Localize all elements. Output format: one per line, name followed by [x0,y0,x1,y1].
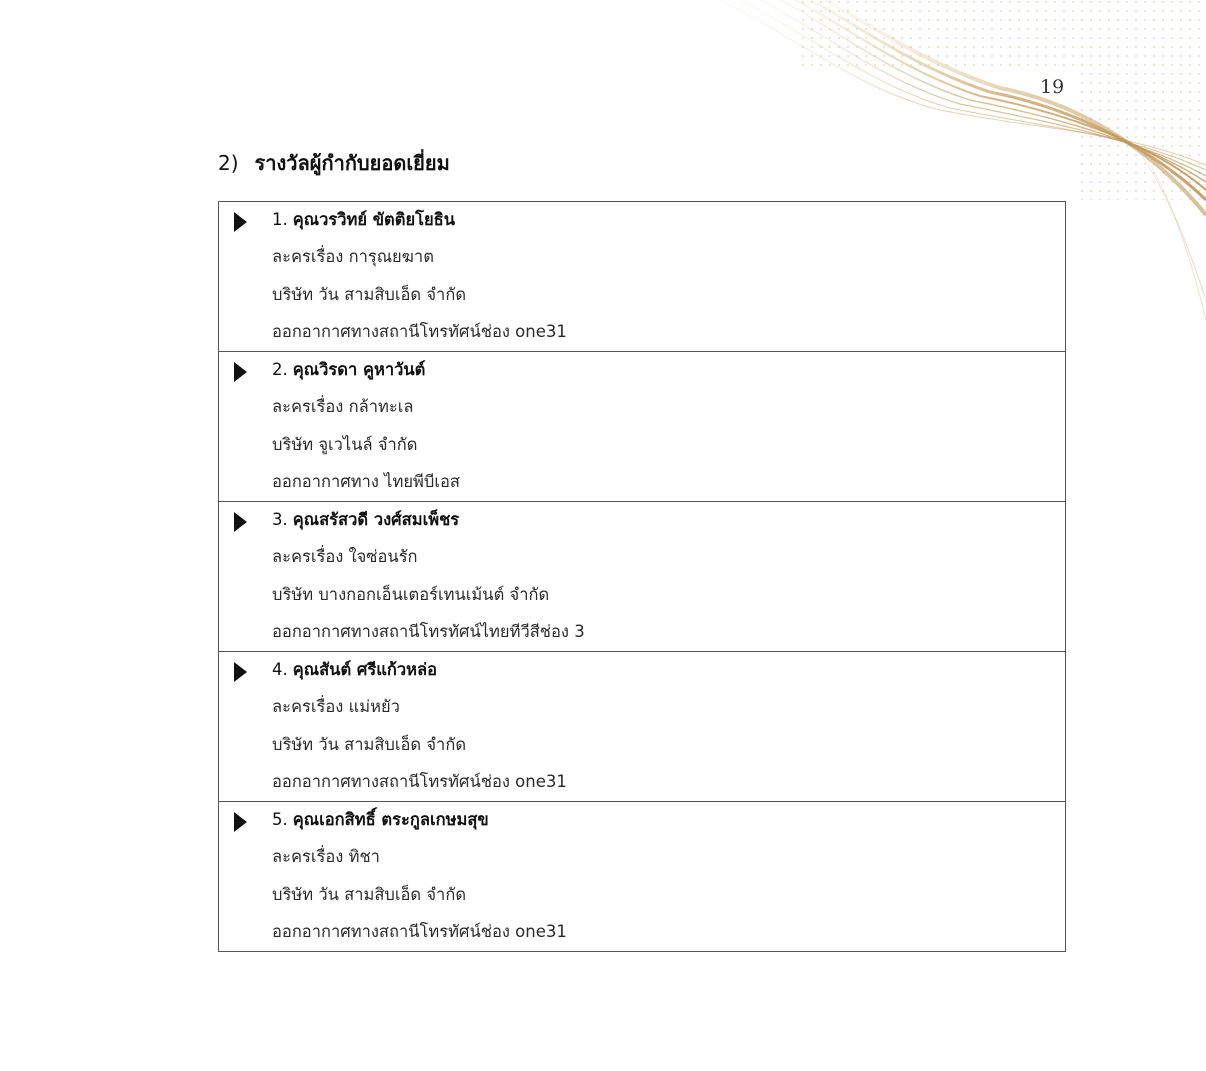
nominee-name-line [272,809,489,831]
nominee-drama: ละครเรื่อง ใจซ่อนรัก [272,547,418,566]
nominee-table [218,201,1066,952]
nominee-index: 1. [272,210,288,229]
nominee-company: บริษัท จูเวไนล์ จำกัด [272,435,418,454]
nominee-index: 2. [272,360,288,379]
nominee-name: คุณวรวิทย์ ขัตติยโยธิน [292,210,456,229]
nominee-company: บริษัท วัน สามสิบเอ็ด จำกัด [272,735,467,754]
nominee-drama: ละครเรื่อง กล้าทะเล [272,397,414,416]
nominee-broadcast: ออกอากาศทางสถานีโทรทัศน์ช่อง one31 [272,922,567,941]
nominee-drama: ละครเรื่อง แม่หยัว [272,697,400,716]
nominee-name: คุณวิรดา คูหาวันต์ [292,360,426,379]
nominee-company: บริษัท วัน สามสิบเอ็ด จำกัด [272,285,467,304]
nominee-broadcast: ออกอากาศทาง ไทยพีบีเอส [272,472,460,491]
play-arrow-icon [234,512,247,532]
nominee-row [219,802,1065,951]
page-number: 19 [1040,76,1065,98]
nominee-index: 3. [272,510,288,529]
nominee-row [219,502,1065,652]
play-arrow-icon [234,212,247,232]
section-heading [218,147,450,179]
nominee-name-line [272,209,455,231]
nominee-row [219,352,1065,502]
nominee-name-line [272,509,459,531]
nominee-name-line [272,659,437,681]
section-number: 2) [218,151,239,175]
nominee-name: คุณสรัสวดี วงศ์สมเพ็ชร [292,510,460,529]
nominee-index: 5. [272,810,288,829]
nominee-row [219,652,1065,802]
play-arrow-icon [234,362,247,382]
nominee-drama: ละครเรื่อง ทิชา [272,847,380,866]
nominee-drama: ละครเรื่อง การุณยฆาต [272,247,434,266]
play-arrow-icon [234,812,247,832]
nominee-broadcast: ออกอากาศทางสถานีโทรทัศน์ช่อง one31 [272,322,567,341]
nominee-broadcast: ออกอากาศทางสถานีโทรทัศน์ไทยทีวีสีช่อง 3 [272,622,585,641]
play-arrow-icon [234,662,247,682]
nominee-name-line [272,359,425,381]
nominee-company: บริษัท วัน สามสิบเอ็ด จำกัด [272,885,467,904]
nominee-row [219,202,1065,352]
nominee-index: 4. [272,660,288,679]
nominee-company: บริษัท บางกอกเอ็นเตอร์เทนเม้นต์ จำกัด [272,585,550,604]
section-title: รางวัลผู้กำกับยอดเยี่ยม [254,151,450,175]
nominee-name: คุณสันต์ ศรีแก้วหล่อ [292,660,438,679]
nominee-name: คุณเอกสิทธิ์ ตระกูลเกษมสุข [292,810,489,829]
nominee-broadcast: ออกอากาศทางสถานีโทรทัศน์ช่อง one31 [272,772,567,791]
